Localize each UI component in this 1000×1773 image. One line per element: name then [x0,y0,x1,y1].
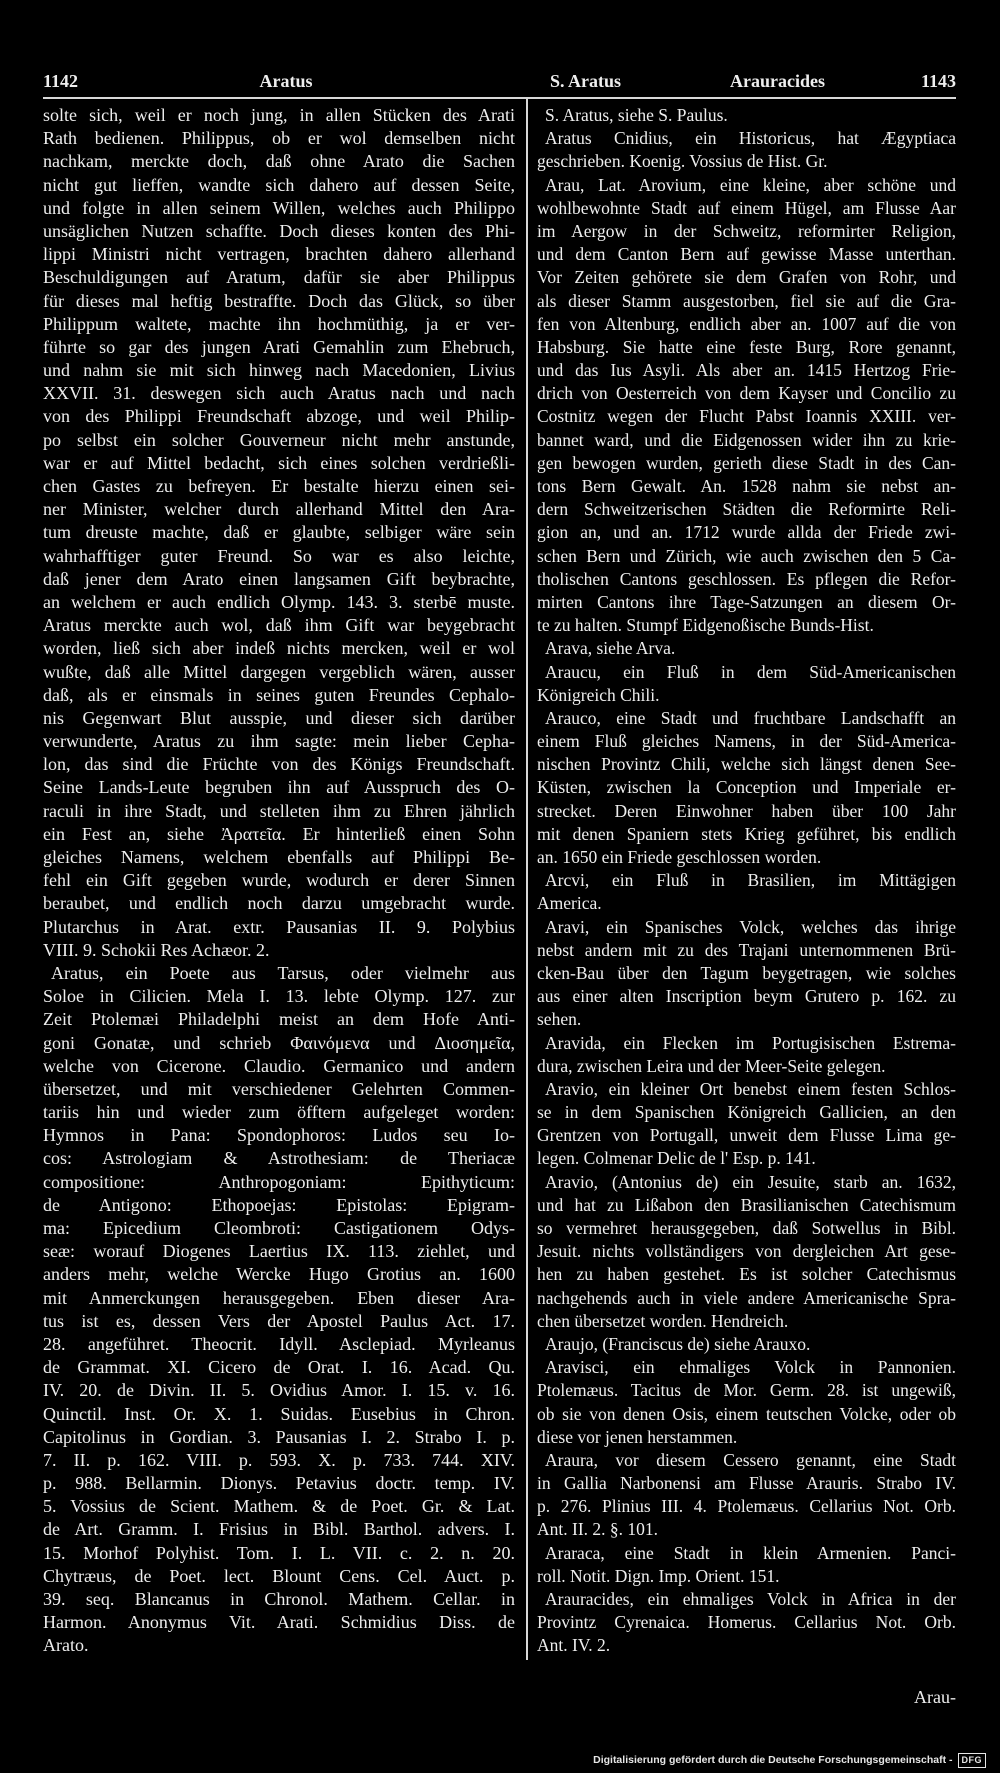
entry-paragraph [537,1078,956,1171]
entry-paragraph [537,916,956,1032]
text-line: ein Fest an, siehe Ἀρατεῖα. Er hinterließ einen Sohn [43,823,515,844]
text-line: ob sie von denen Osis, einem teutschen Volcke, oder ob [537,1403,956,1424]
text-line: Ant. II. 2. §. 101. [537,1519,659,1540]
text-line: daß, als er einsmals in seines guten Freundes Cephalo- [43,684,515,705]
text-line: und dem Canton Bern auf gewisse Masse unterthan. [537,244,956,265]
text-line: Arauracides, ein ehmaliges Volck in Africa in der [545,1589,956,1609]
text-line: roll. Notit. Dign. Imp. Orient. 151. [537,1565,780,1586]
text-line: mirten Cantons ihre Tage-Satzungen an diesem Or- [537,591,956,612]
text-line: unsäglichen Nutzen schaffte. Doch dieses konten des Phi- [43,220,515,241]
text-line: an welchem er auch endlich Olymp. 143. 3. sterbē muste. [43,591,515,612]
text-line: Provintz Cyrenaica. Homerus. Cellarius Not. Orb. [537,1612,956,1633]
text-line: XXVII. 31. deswegen sich auch Aratus nach und nach [43,383,515,404]
text-line: tons Bern Gewalt. An. 1528 nahm sie nebst an- [537,476,956,496]
entry-paragraph [537,1449,956,1542]
text-line: se in dem Spanischen Königreich Gallicien, an den [537,1102,956,1123]
catchword: Arau- [914,1687,956,1707]
running-head-left: Aratus [259,71,313,91]
text-line: compositione: Anthropogoniam: Epithyticum: [43,1171,515,1192]
text-line: Harmon. Anonymus Vit. Arati. Schmidius Diss. de [43,1612,515,1633]
text-line: Rath bedienen. Philippus, ob er wol demselben nicht [43,128,515,149]
text-line: nis Gegenwart Blut ausspie, und dieser sich darüber [43,707,515,728]
text-line: Aratus merckte auch wol, daß ihm Gift war beygebracht [43,615,515,636]
text-line: Chytræus, de Poet. lect. Blount Cens. Cel. Auct. p. [43,1565,515,1586]
left-column [43,104,515,1658]
text-line: ma: Epicedium Cleombroti: Castigationem Odys- [43,1218,515,1238]
text-line: seæ: worauf Diogenes Laertius IX. 113. ziehlet, und [43,1241,515,1262]
text-line: Ptolemæus. Tacitus de Mor. Germ. 28. ist ungewiß, [537,1380,956,1401]
text-line: fen von Altenburg, endlich aber an. 1007 auf die von [537,313,956,334]
text-line: ner Minister, welcher durch allerhand Mittel den Ara- [43,499,515,520]
header-rule [43,97,956,99]
text-line: p. 276. Plinius III. 4. Ptolemæus. Cellarius Not. Orb. [537,1496,956,1517]
text-line: VIII. 9. Schokii Res Achæor. 2. [43,939,270,960]
text-line: Arava, siehe Arva. [545,638,676,659]
text-line: Araujo, (Franciscus de) siehe Arauxo. [545,1333,811,1354]
text-line: drich von Oesterreich von dem Kayser und Concilio zu [537,383,956,404]
right-column [537,104,956,1658]
text-line: Ant. IV. 2. [537,1635,611,1656]
text-line: wußte, daß alle Mittel dargegen vergeblich wären, ausser [43,661,515,682]
text-line: p. 988. Bellarmin. Dionys. Petavius doctr. temp. IV. [43,1473,515,1494]
text-line: Arau, Lat. Arovium, eine kleine, aber schöne und [545,174,956,195]
text-line: Aravio, ein kleiner Ort benebst einem festen Schlos- [545,1078,956,1099]
text-line: und hat zu Lißabon den Brasilianischen Catechismum [537,1194,956,1215]
text-line: 5. Vossius de Scient. Mathem. & de Poet. Gr. & Lat. [43,1496,515,1517]
text-line: einem Fluß gleiches Namens, in der Süd-America- [537,731,956,752]
text-line: Seine Lands-Leute begruben ihn auf Ausspruch des O- [43,777,515,798]
page-number-right: 1143 [920,71,956,91]
text-line: legen. Colmenar Delic de l' Esp. p. 141. [537,1148,816,1169]
text-line: strecket. Deren Einwohner haben über 100 Jahr [537,800,956,821]
text-line: 28. angeführet. Theocrit. Idyll. Asclepiad. Myrleanus [43,1333,515,1354]
text-line: Araura, vor diesem Cessero genannt, eine Stadt [545,1449,956,1470]
text-line: für dieses mal heftig bestraffte. Doch das Glück, so über [43,290,515,311]
text-line: Beschuldigungen auf Aratum, dafür sie aber Philippus [43,267,515,288]
text-line: worden, ließ sich aber indeß nichts mercken, weil er wol [43,638,515,659]
text-line: verwunderte, Aratus zu ihm sagte: mein lieber Cepha- [43,731,515,752]
text-line: als dieser Stamm ausgestorben, fiel sie auf die Gra- [537,290,956,311]
text-line: cos: Astrologiam & Astrothesiam: de Theriacæ [43,1148,515,1169]
text-line: beraubet, und endlich noch darzu umgebracht wurde. [43,893,515,914]
text-line: de Antigono: Ethopoejas: Epistolas: Epigram- [43,1194,515,1215]
text-line: Quinctil. Inst. Or. X. 1. Suidas. Eusebius in Chron. [43,1403,515,1424]
text-line: Araucu, ein Fluß in dem Süd-Americanischen [545,661,956,682]
text-line: America. [537,893,602,914]
text-line: hen zu haben gestehet. Es ist solcher Catechismus [537,1264,956,1285]
text-line: diese vor jenen herstammen. [537,1426,738,1447]
text-line: aus einer alten Inscription beym Grutero p. 162. zu [537,986,956,1007]
text-line: und folgte in allen seinem Willen, welches auch Philippo [43,197,515,218]
text-line: übersetzet, und mit verschiedener Gelehrten Commen- [43,1078,515,1099]
text-line: lippi Ministri nicht vertragen, brachten dahero allerhand [43,244,515,265]
text-line: gion an, und an. 1712 wurde allda der Friede zwi- [537,522,956,543]
text-line: dura, zwischen Leira und der Meer-Seite gelegen. [537,1055,886,1076]
text-line: 7. II. p. 162. VIII. p. 593. X. p. 733. 744. XIV. [43,1449,515,1470]
text-line: Arato. [43,1635,89,1656]
text-line: 15. Morhof Polyhist. Tom. I. L. VII. c. 2. n. 20. [43,1542,515,1563]
column-divider [526,98,528,1660]
text-line: daß jener dem Arato einen langsamen Gift beybrachte, [43,568,515,589]
text-line: chen Gastes zu befreyen. Er bestalte hierzu einen sei- [43,476,515,496]
text-line: nachkam, merckte doch, daß ohne Arato die Sachen [43,151,515,172]
funding-notice [593,1751,986,1769]
text-line: tariis hin und wieder zum öfftern aufgeleget worden: [43,1102,515,1123]
text-line: wahrhafftiger guter Freund. So war es also leichte, [43,545,515,566]
text-line: Costnitz wegen der Flucht Pabst Ioannis XXIII. ver- [537,406,956,427]
text-line: de Art. Gramm. I. Frisius in Bibl. Barthol. advers. I. [43,1519,515,1540]
text-line: Aravi, ein Spanisches Volck, welches das ihrige [545,916,956,937]
text-line: gleiches Namens, welchem ebenfalls auf Philippi Be- [43,847,515,867]
text-line: solte sich, weil er noch jung, in allen Stücken des Arati [43,105,515,125]
text-line: te zu halten. Stumpf Eidgenoßische Bunds-Hist. [537,615,874,636]
text-line: im Aergow in der Schweitz, reformirter Religion, [537,220,956,241]
text-line: mit Anmerckungen herausgegeben. Eben dieser Ara- [43,1287,515,1308]
page-number-left: 1142 [43,71,79,91]
text-line: Habsburg. Sie hatte eine feste Burg, Rore genannt, [537,336,956,357]
entry-paragraph [537,1171,956,1333]
text-line: Zeit Ptolemæi Philadelphi meist an dem Hofe Anti- [43,1009,515,1030]
entry-paragraph [537,1032,956,1078]
text-line: und nahm sie mit sich hinweg nach Macedonien, Livius [43,360,515,381]
text-line: IV. 20. de Divin. II. 5. Ovidius Amor. I. 15. v. 16. [43,1380,515,1401]
text-line: nachgehends auch in viele andere Americanische Spra- [537,1287,956,1308]
text-line: in Gallia Narbonensi am Flusse Arauris. Strabo IV. [537,1473,956,1494]
text-line: po selbst ein solcher Gouverneur nicht mehr anstunde, [43,429,515,450]
text-line: und das Ius Asyli. Als aber an. 1415 Hertzog Frie- [537,360,956,381]
text-line: Plutarchus in Arat. extr. Pausanias II. 9. Polybius [43,916,515,937]
text-line: Arcvi, ein Fluß in Brasilien, im Mittägigen [545,870,956,891]
text-line: nebst andern mit zu des Trajani unternommenen Brü- [537,939,956,960]
text-line: anders mehr, welche Wercke Hugo Grotius an. 1600 [43,1264,515,1285]
entry-paragraph [537,1333,956,1356]
entry-paragraph [537,707,956,869]
text-line: war er auf Mittel bedacht, sich eines solchen verdrießli- [43,452,515,473]
entry-paragraph [537,637,956,660]
text-line: S. Aratus, siehe S. Paulus. [545,105,728,125]
entry-paragraph [537,174,956,638]
text-line: 39. seq. Blancanus in Chronol. Mathem. Cellar. in [43,1589,515,1609]
text-line: von des Philippi Freundschaft abzoge, und weil Philip- [43,406,515,427]
text-line: Jesuit. nichts vollständigers von dergleichen Art gese- [537,1241,956,1262]
entry-paragraph [537,104,956,127]
text-line: nischen Provintz Chili, welche sich längst denen See- [537,754,956,775]
text-line: so vermehret herausgegeben, daß Sotwellus in Bibl. [537,1218,956,1238]
text-line: bannet ward, und die Eidgenossen wider ihn zu krie- [537,429,956,450]
text-line: nicht gut lieffen, wandte sich dahero auf dessen Seite, [43,174,515,195]
text-line: wohlbewohnte Stadt auf einem Hügel, am Flusse Aar [537,197,956,218]
text-line: Aratus Cnidius, ein Historicus, hat Ægyptiaca [545,128,956,149]
text-line: gen bewogen wurden, gerieth diese Stadt in des Can- [537,452,956,473]
text-line: Aravio, (Antonius de) ein Jesuite, starb an. 1632, [545,1171,956,1192]
text-line: Aravida, ein Flecken im Portugisischen Estrema- [545,1032,956,1053]
entry-paragraph [537,869,956,915]
text-line: fehl ein Gift gegeben wurde, wodurch er derer Sinnen [43,870,515,891]
text-line: raculi in ihre Stadt, und stelleten ihm zu Ehren jährlich [43,800,515,821]
entry-paragraph [43,962,515,1658]
entry-paragraph [537,1542,956,1588]
text-line: Capitolinus in Gordian. 3. Pausanias I. 2. Strabo I. p. [43,1426,515,1447]
text-line: Vor Zeiten gehörete sie dem Grafen von Rohr, und [537,267,956,288]
text-line: Küsten, zwischen la Conception und Imperiale er- [537,777,956,798]
text-line: mit denen Spaniern stets Krieg geführet, bis endlich [537,823,956,844]
entry-paragraph [43,104,515,962]
text-line: chen übersetzet worden. Hendreich. [537,1310,789,1331]
text-line: Araraca, eine Stadt in klein Armenien. Panci- [545,1542,956,1563]
text-line: welche von Cicerone. Claudio. Germanico und andern [43,1055,515,1076]
running-head-right-first: S. Aratus [550,71,622,91]
text-line: de Grammat. XI. Cicero de Orat. I. 16. Acad. Qu. [43,1357,515,1378]
text-line: Arauco, eine Stadt und fruchtbare Landschafft an [545,707,956,728]
text-line: sehen. [537,1009,582,1030]
running-head-right-last: Arauracides [730,71,825,91]
text-line: Philippum waltete, machte ihn hochmüthig, ja er ver- [43,313,515,334]
text-line: lon, das sind die Früchte von des Königs Freundschaft. [43,754,515,775]
text-line: Aravisci, ein ehmaliges Volck in Pannonien. [545,1357,956,1378]
entry-paragraph [537,127,956,173]
text-line: dern Schweitzerischen Städten die Reformirte Reli- [537,499,956,520]
entry-paragraph [537,1356,956,1449]
text-line: Hymnos in Pana: Spondophoros: Ludos seu Io- [43,1125,515,1146]
text-line: an. 1650 ein Friede geschlossen worden. [537,847,822,867]
dfg-logo: DFG [958,1753,987,1768]
text-line: führte so gar des jungen Arati Gemahlin zum Ehebruch, [43,336,515,357]
text-line: cken-Bau über den Tagum beygetragen, wie solches [537,962,956,983]
entry-paragraph [537,1588,956,1658]
text-line: goni Gonatæ, und schrieb Φαινόμενα und Διοσημεῖα, [43,1032,515,1053]
text-line: tum dreuste machte, daß er glaubte, selbiger wäre sein [43,522,515,543]
text-line: Aratus, ein Poete aus Tarsus, oder vielmehr aus [51,962,515,983]
text-line: geschrieben. Koenig. Vossius de Hist. Gr. [537,151,828,172]
text-line: Grentzen von Portugall, unweit dem Flusse Lima ge- [537,1125,956,1146]
text-line: Soloe in Cilicien. Mela I. 13. lebte Olymp. 127. zur [43,986,515,1007]
text-line: tus ist es, dessen Vers der Apostel Paulus Act. 17. [43,1310,515,1331]
text-line: schen Bern und Zürich, wie auch zwischen den 5 Ca- [537,545,956,566]
funding-notice-text: Digitalisierung gefördert durch die Deutsche Forschungsgemeinschaft - [593,1754,953,1766]
entry-paragraph [537,661,956,707]
text-line: Königreich Chili. [537,684,660,705]
text-line: tholischen Cantons geschlossen. Es pflegen die Refor- [537,568,956,589]
